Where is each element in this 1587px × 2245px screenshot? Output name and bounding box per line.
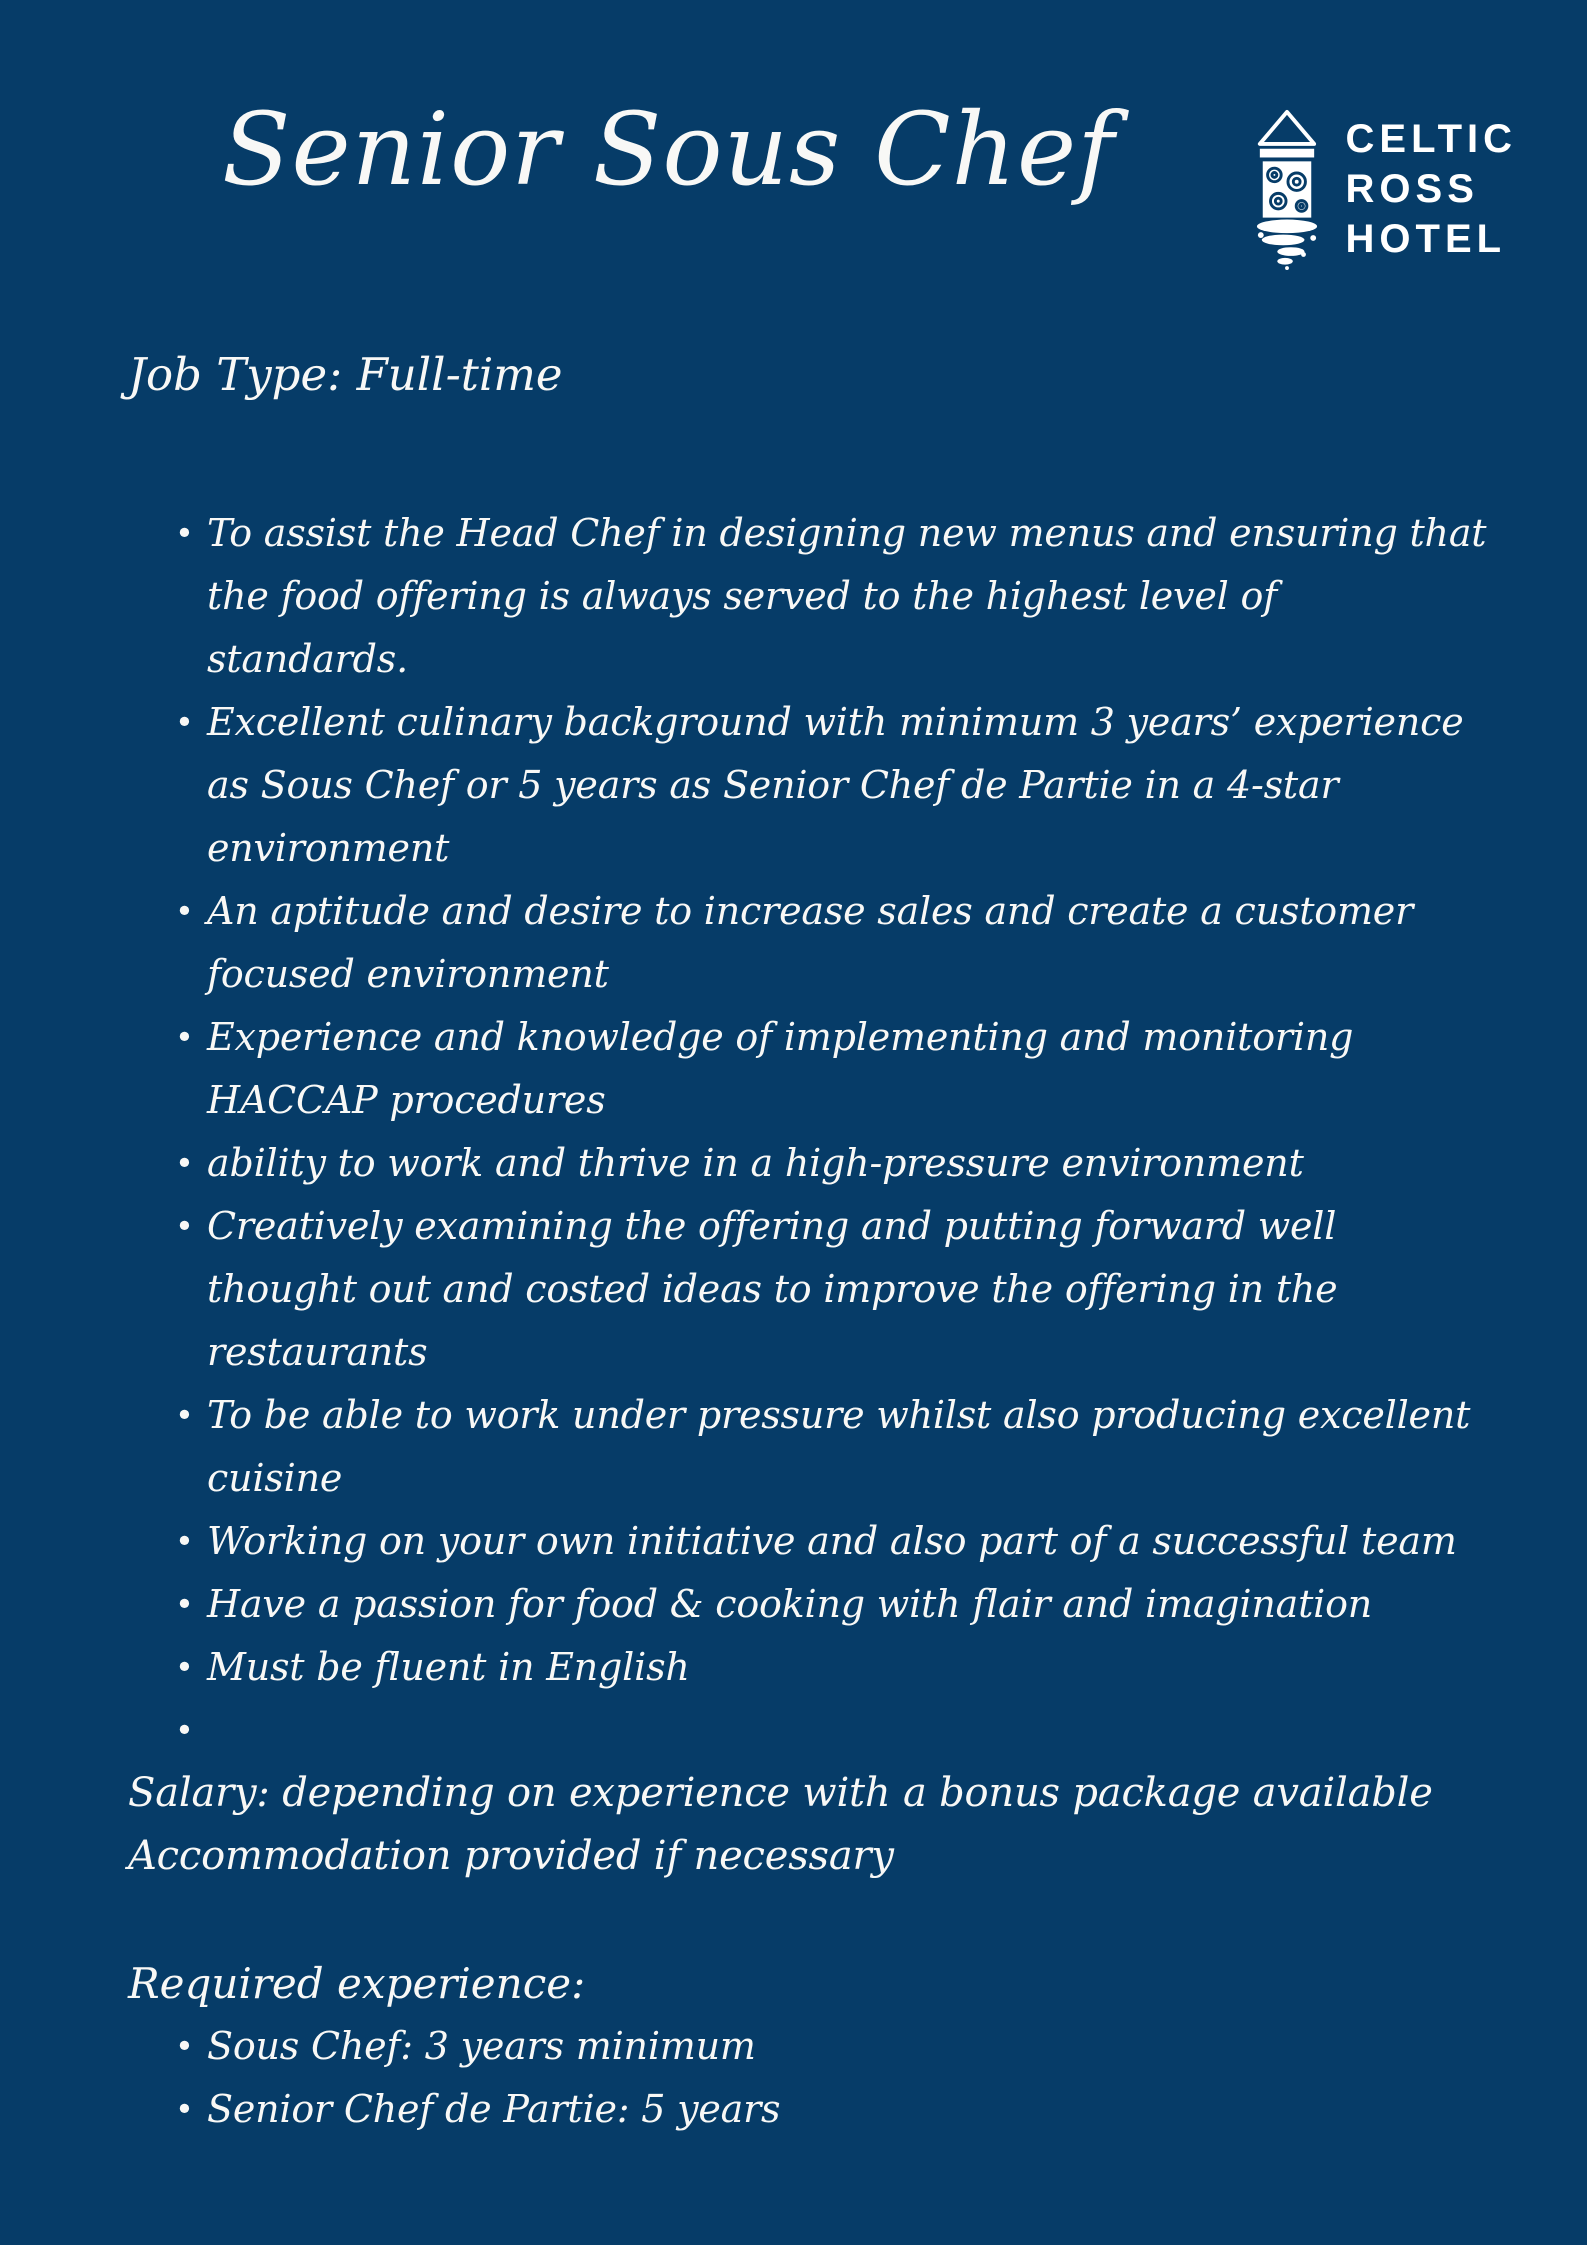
required-experience-heading: Required experience: <box>128 1959 586 2008</box>
requirement-item: • Experience and knowledge of implementing and monitoring HACCAP procedures <box>128 1006 1488 1132</box>
requirement-item: • Must be fluent in English <box>128 1636 1488 1699</box>
hotel-logo <box>1252 92 1517 270</box>
requirement-item: • To assist the Head Chef in designing new menus and ensuring that the food offering is always served to the highest level of standards. <box>128 502 1488 691</box>
experience-item: • Senior Chef de Partie: 5 years <box>128 2078 1488 2141</box>
requirement-item: • An aptitude and desire to increase sales and create a customer focused environment <box>128 880 1488 1006</box>
requirements-list <box>128 502 1488 1762</box>
header <box>0 0 1587 270</box>
job-type-text: Job Type: Full-time <box>128 348 563 401</box>
requirement-item: • Excellent culinary background with minimum 3 years’ experience as Sous Chef or 5 years as Senior Chef de Partie in a 4-star environment <box>128 691 1488 880</box>
requirement-item: • Working on your own initiative and also part of a successful team <box>128 1510 1488 1573</box>
experience-list <box>128 2015 1488 2141</box>
logo-wordmark <box>1346 114 1517 264</box>
requirement-item: • Have a passion for food & cooking with flair and imagination <box>128 1573 1488 1636</box>
celtic-tower-icon <box>1252 108 1322 270</box>
accommodation-text: Accommodation provided if necessary <box>128 1833 894 1879</box>
experience-item: • Sous Chef: 3 years minimum <box>128 2015 1488 2078</box>
logo-line-hotel: HOTEL <box>1345 217 1507 261</box>
requirement-item: • Creatively examining the offering and putting forward well thought out and costed ideas to improve the offering in the restaurants <box>128 1195 1488 1384</box>
requirement-item-empty <box>128 1699 1488 1762</box>
salary-text: Salary: depending on experience with a bonus package available <box>128 1770 1433 1816</box>
logo-line-celtic: CELTIC <box>1345 117 1517 161</box>
page-title: Senior Sous Chef <box>222 91 1116 208</box>
requirement-item: • ability to work and thrive in a high-pressure environment <box>128 1132 1488 1195</box>
requirement-item: • To be able to work under pressure whilst also producing excellent cuisine <box>128 1384 1488 1510</box>
logo-line-ross: ROSS <box>1345 167 1479 211</box>
